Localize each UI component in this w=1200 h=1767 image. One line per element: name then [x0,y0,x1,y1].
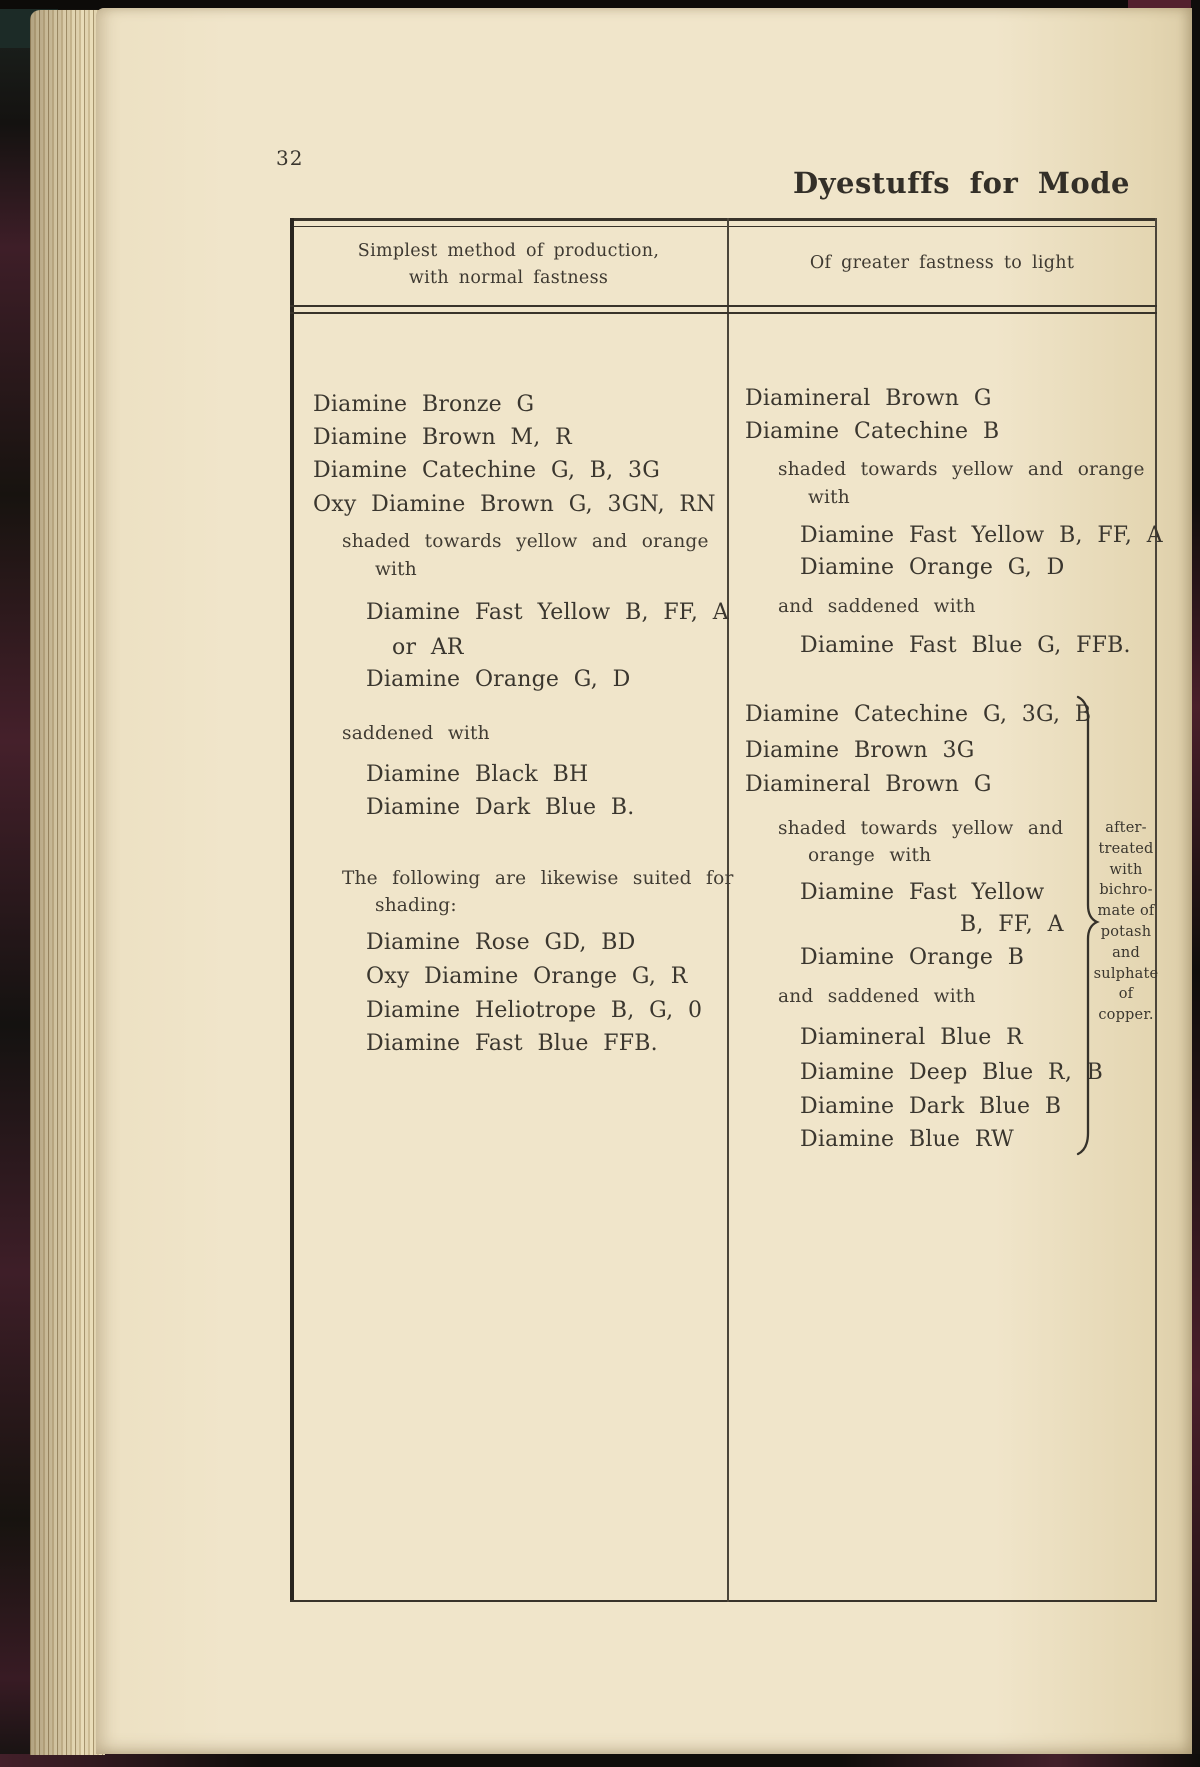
column-header-left-line2: with normal fastness [408,268,609,288]
dye-entry: or AR [392,635,464,660]
annotation-line: potash [1100,923,1152,940]
dye-entry: Oxy Diamine Brown G, 3GN, RN [313,492,716,517]
annotation-line: mate of [1097,903,1155,920]
dye-entry: Diamine Catechine G, B, 3G [313,458,661,483]
dye-entry: Diamine Dark Blue B. [366,795,635,820]
dye-entry: Diamine Fast Blue G, FFB. [800,633,1131,658]
table-top-border-thick [290,218,1157,221]
annotation-line: after- [1105,820,1147,836]
usage-note: and saddened with [778,596,976,617]
column-header-left-line1: Simplest method of production, [357,241,660,261]
usage-note: saddened with [342,723,490,744]
dye-entry: Diamine Heliotrope B, G, 0 [366,998,703,1023]
annotation-line: sulphate [1093,965,1159,982]
dye-entry: B, FF, A [960,912,1064,937]
dye-entry: Diamine Deep Blue R, B [800,1060,1104,1085]
usage-note: shaded towards yellow and [778,818,1064,839]
dye-entry: Diamine Catechine G, 3G, B [745,702,1092,727]
page-number: 32 [276,146,304,170]
usage-note: orange with [808,845,932,866]
usage-note: shaded towards yellow and orange [778,459,1145,480]
column-header-left [292,238,725,292]
usage-note: shading: [375,895,457,916]
table-top-border-thin [290,226,1157,227]
table-bottom-border [290,1600,1157,1602]
annotation-line: treated [1098,840,1154,857]
dye-entry: Diamine Dark Blue B [800,1094,1062,1119]
dye-entry: Diamineral Brown G [745,386,992,411]
dye-entry: Diamine Fast Yellow B, FF, A [366,600,729,625]
dye-entry: Diamine Orange G, D [366,667,631,692]
dye-entry: Diamine Rose GD, BD [366,930,636,955]
header-separator-rule-2 [290,312,1157,314]
usage-note: with [375,559,417,580]
dye-entry: Diamine Fast Yellow [800,880,1045,905]
annotation-line: bichro- [1099,882,1153,899]
usage-note: The following are likewise suited for [342,868,734,889]
usage-note: with [808,487,850,508]
dye-entry: Diamineral Brown G [745,772,992,797]
annotation-line: and [1112,944,1140,961]
annotation-line: with [1109,861,1143,878]
page-title: Dyestuffs for Mode [793,166,1130,200]
dye-entry: Diamine Fast Yellow B, FF, A [800,523,1163,548]
header-separator-rule-1 [290,305,1157,307]
page-stack-fore-edge [30,10,105,1755]
dye-entry: Diamine Black BH [366,762,589,787]
annotation-text [1092,818,1160,1026]
dye-entry: Diamineral Blue R [800,1025,1023,1050]
dye-entry: Diamine Blue RW [800,1127,1014,1152]
annotation-line: of [1118,986,1134,1003]
book-cover-bottom-edge [0,1754,1200,1767]
annotation-line: copper. [1098,1007,1154,1024]
usage-note: shaded towards yellow and orange [342,531,709,552]
dye-entry: Oxy Diamine Orange G, R [366,964,688,989]
table-column-divider [727,218,729,1602]
dye-entry: Diamine Bronze G [313,392,535,417]
dye-entry: Diamine Brown 3G [745,738,975,763]
dye-entry: Diamine Brown M, R [313,425,572,450]
dye-entry: Diamine Catechine B [745,419,1000,444]
usage-note: and saddened with [778,986,976,1007]
book-cover-right-edge [1191,0,1200,1767]
book-cover-left-edge [0,0,32,1767]
table-left-border [290,218,294,1602]
dye-entry: Diamine Orange G, D [800,555,1065,580]
dye-entry: Diamine Orange B [800,945,1025,970]
column-header-right: Of greater fastness to light [809,253,1075,273]
dye-entry: Diamine Fast Blue FFB. [366,1031,658,1056]
